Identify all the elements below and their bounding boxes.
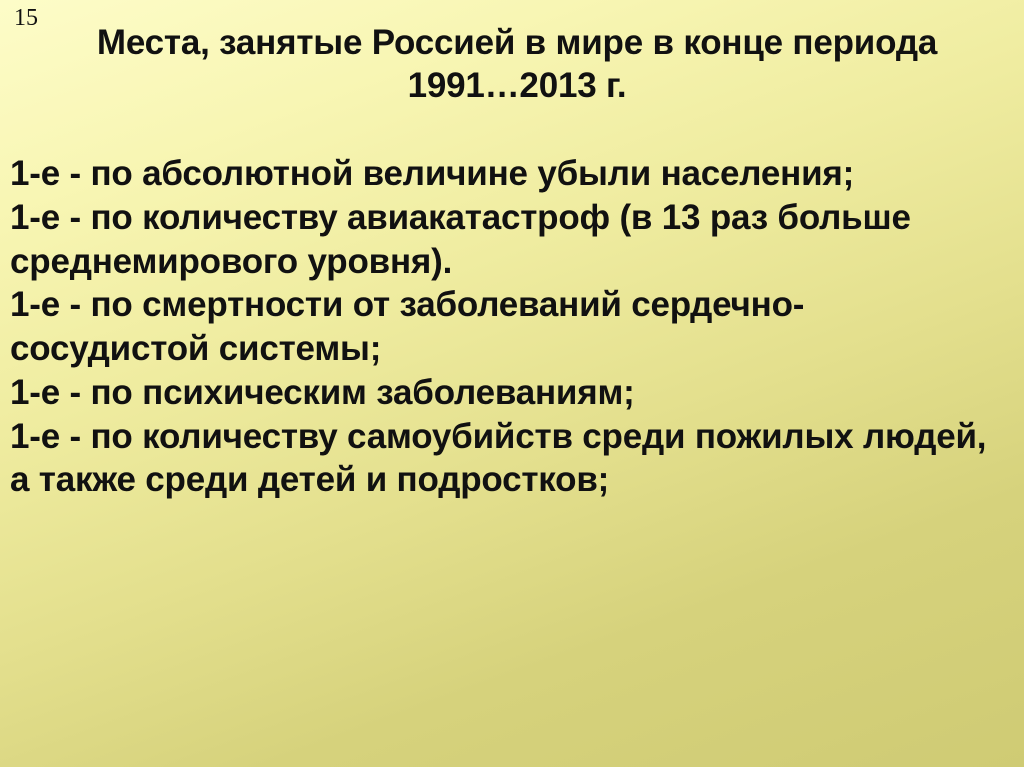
slide-title: Места, занятые Россией в мире в конце периода 1991…2013 г. [96,23,938,105]
body-line: 1-е - по количеству самоубийств среди пожилых людей, а также среди детей и подростков; [10,416,996,500]
body-line: 1-е - по психическим заболеваниям; [10,372,635,412]
body-line: 1-е - по количеству авиакатастроф (в 13 раз больше среднемирового уровня). [10,197,921,281]
slide-body [10,152,1000,502]
slide-number: 15 [14,5,38,31]
body-line: 1-е - по смертности от заболеваний сердечно-сосудистой системы; [10,285,805,368]
body-line: 1-е - по абсолютной величине убыли населения; [10,154,855,193]
